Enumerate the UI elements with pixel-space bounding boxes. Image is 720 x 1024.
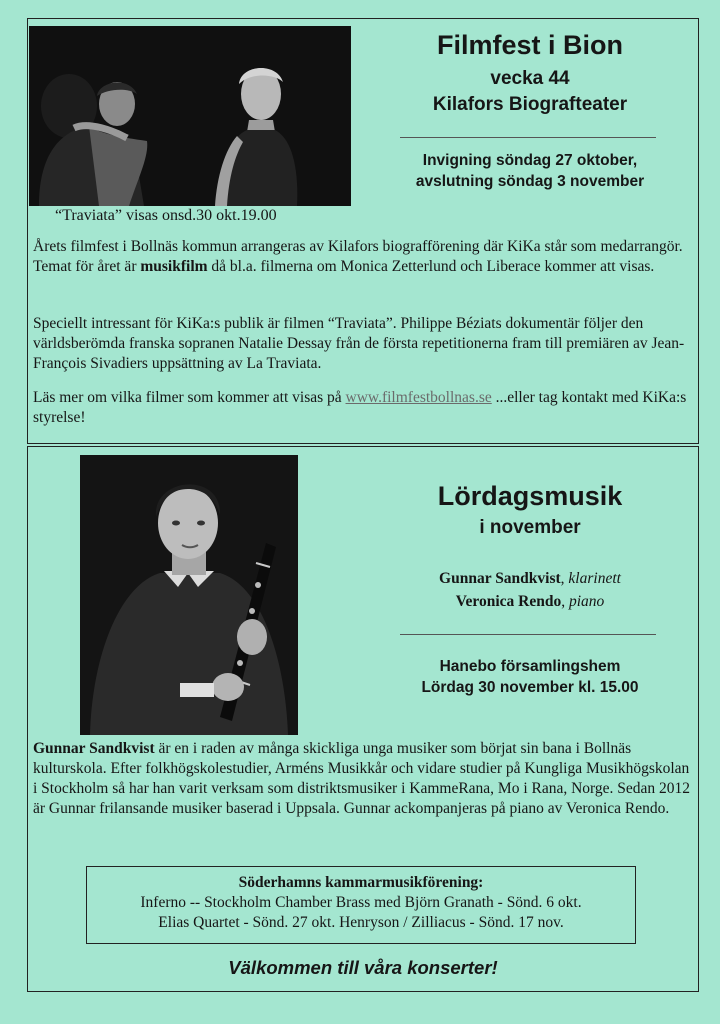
- performer-2: Veronica Rendo, piano: [455, 593, 605, 610]
- sandkvist-photo-image: [80, 455, 298, 735]
- filmfest-paragraph-2: Speciellt intressant för KiKa:s publik är filmen “Traviata”. Philippe Béziats dokumentär följer den världsberömda franska sopranen Natalie Dessay från de första repetitionerna fram till premiären av Jean-François Sivadiers uppsättning av La Traviata.: [33, 315, 685, 372]
- lordag-venue: Hanebo församlingshem: [439, 658, 621, 675]
- filmfest-venue: Kilafors Biografteater: [432, 94, 628, 115]
- sandkvist-photo: [80, 455, 298, 735]
- lordag-datetime: Lördag 30 november kl. 15.00: [421, 679, 639, 696]
- lordag-subtitle: i november: [479, 517, 581, 538]
- photo-caption: “Traviata” visas onsd.30 okt.19.00: [55, 207, 277, 224]
- filmfest-closing: avslutning söndag 3 november: [415, 173, 645, 190]
- filmfest-opening: Invigning söndag 27 oktober,: [422, 152, 638, 169]
- soderhamn-line-1: Inferno -- Stockholm Chamber Brass med Björn Granath - Sönd. 6 okt.: [140, 894, 582, 911]
- performer-1-instrument: klarinett: [568, 570, 621, 587]
- p3-text-b: ...eller tag kontakt med KiKa:s styrelse!: [33, 389, 687, 426]
- p1-bold: musikfilm: [140, 258, 208, 275]
- soderhamn-line-2: Elias Quartet - Sönd. 27 okt. Henryson / Zilliacus - Sönd. 17 nov.: [158, 914, 564, 931]
- lordag-title: Lördagsmusik: [437, 481, 623, 511]
- filmfest-divider: [400, 137, 656, 138]
- performer-2-name: Veronica Rendo: [455, 593, 562, 610]
- traviata-photo: [29, 26, 351, 206]
- performer-1-name: Gunnar Sandkvist: [439, 570, 561, 587]
- filmfest-week: vecka 44: [490, 68, 570, 89]
- lordag-bio: [33, 739, 697, 819]
- filmfest-paragraph-3: [33, 388, 697, 428]
- p1-text-a: Årets filmfest i Bollnäs kommun arrangeras av Kilafors biografförening där KiKa står som medarrangör. Temat för året är: [33, 238, 683, 275]
- performer-1: Gunnar Sandkvist, klarinett: [439, 570, 621, 587]
- soderhamn-heading: Söderhamns kammarmusikförening:: [238, 874, 484, 891]
- p3-text-a: Läs mer om vilka filmer som kommer att visas på: [33, 389, 346, 406]
- p1-text-b: då bl.a. filmerna om Monica Zetterlund och Liberace kommer att visas.: [207, 258, 655, 275]
- filmfest-title: Filmfest i Bion: [436, 30, 623, 60]
- filmfest-paragraph-1: [33, 237, 697, 277]
- performer-2-instrument: piano: [568, 593, 605, 610]
- bio-text: är en i raden av många skickliga unga musiker som börjat sin bana i Bollnäs kulturskola. Efter folkhögskolestudier, Arméns Musikkår och vidare studier på Kungliga Musikhögskolan i Stockholm så har han varit verksam som distriktsmusiker i KammeRana, Mo i Rana, Norge. Sedan 2012 är Gunnar frilansande musiker baserad i Uppsala. Gunnar ackompanjeras på piano av Veronica Rendo.: [33, 740, 691, 817]
- lordag-divider: [400, 634, 656, 635]
- filmfest-link[interactable]: www.filmfestbollnas.se: [345, 389, 492, 406]
- bio-bold-name: Gunnar Sandkvist: [33, 740, 155, 757]
- traviata-photo-image: [29, 26, 351, 206]
- footer-welcome: Välkommen till våra konserter!: [228, 957, 498, 978]
